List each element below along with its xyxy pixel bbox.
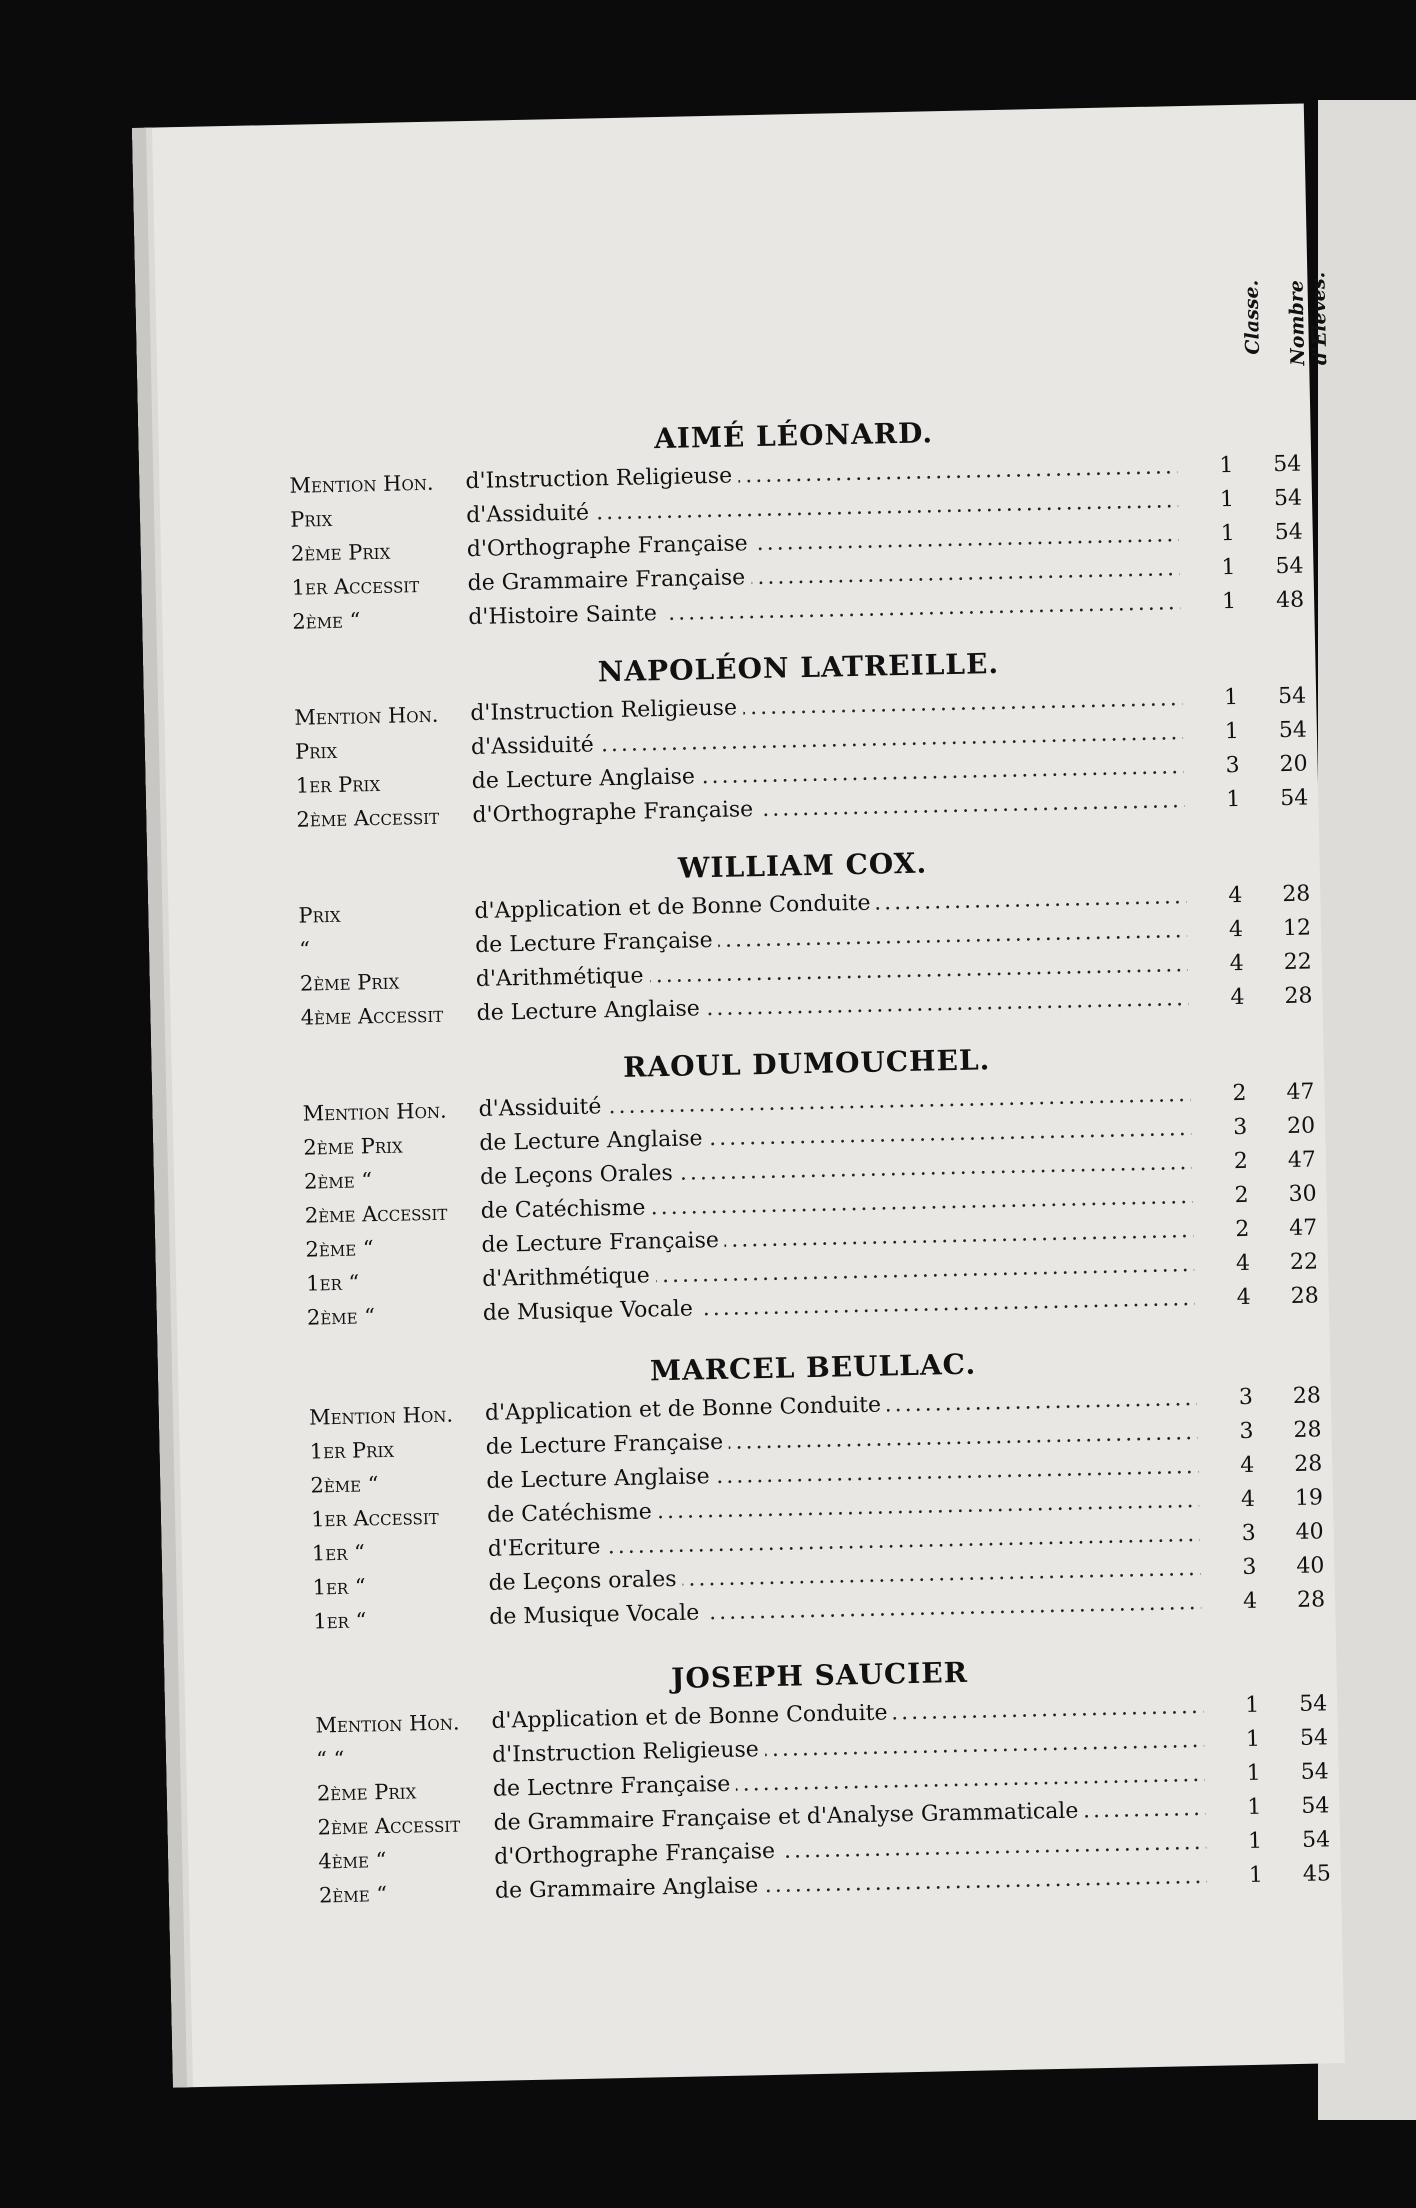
nombre-value: 54 (1273, 485, 1303, 512)
award-subject-text: de Catéchisme (487, 1499, 658, 1528)
classe-value: 4 (1229, 950, 1245, 977)
award-type: Prix (298, 902, 341, 928)
award-subject-text: de Leçons Orales (480, 1161, 679, 1190)
nombre-value: 28 (1293, 1417, 1322, 1443)
header-nombre-line2: d'Elèves. (1307, 271, 1332, 366)
classe-value: 1 (1221, 554, 1236, 581)
award-subject-text: de Musique Vocale (483, 1296, 699, 1326)
award-type: 2ème Accessit (317, 1812, 461, 1840)
classe-value: 4 (1236, 1284, 1251, 1311)
classe-value: 1 (1220, 520, 1235, 547)
nombre-value: 30 (1288, 1181, 1317, 1208)
nombre-value: 48 (1275, 587, 1305, 614)
header-classe: Classe. (1240, 279, 1264, 355)
document-page (132, 103, 1345, 2087)
nombre-value: 54 (1299, 1725, 1329, 1751)
classe-value: 4 (1242, 1588, 1258, 1615)
award-type: “ (298, 937, 311, 962)
student-section (314, 1643, 1332, 1912)
classe-value: 1 (1221, 588, 1237, 615)
nombre-value: 12 (1282, 915, 1312, 942)
award-subject-text: d'Orthographe Française (494, 1839, 781, 1870)
classe-value: 2 (1234, 1182, 1249, 1209)
classe-value: 1 (1219, 453, 1234, 479)
award-type: 1er “ (313, 1608, 367, 1634)
nombre-value: 20 (1286, 1113, 1316, 1140)
nombre-value: 54 (1301, 1827, 1331, 1853)
award-type: 2ème Prix (316, 1779, 417, 1806)
award-subject-text: d'Application et de Bonne Conduite (491, 1700, 894, 1733)
classe-value: 4 (1228, 882, 1243, 909)
award-type: 1er Accessit (291, 573, 420, 600)
nombre-value: 47 (1287, 1147, 1317, 1174)
nombre-value: 45 (1302, 1861, 1332, 1887)
classe-value: 1 (1223, 684, 1239, 711)
award-type: 2ème Prix (303, 1133, 403, 1160)
nombre-value: 28 (1293, 1451, 1323, 1477)
classe-value: 1 (1247, 1794, 1262, 1821)
classe-value: 4 (1230, 984, 1245, 1011)
award-subject-text: de Lecture Anglaise (471, 764, 701, 794)
award-type: Mention Hon. (315, 1710, 460, 1738)
nombre-value: 20 (1279, 751, 1308, 778)
student-name: JOSEPH SAUCIER (670, 1655, 969, 1696)
student-section (308, 1335, 1324, 1638)
classe-value: 2 (1232, 1080, 1247, 1107)
nombre-value: 28 (1290, 1283, 1319, 1309)
award-type: Mention Hon. (302, 1098, 447, 1126)
award-type: 4ème Accessit (300, 1002, 444, 1030)
classe-value: 1 (1247, 1828, 1263, 1854)
nombre-value: 22 (1283, 949, 1312, 976)
nombre-value: 54 (1277, 683, 1307, 710)
student-name: AIMÉ LÉONARD. (653, 416, 934, 456)
classe-value: 4 (1235, 1250, 1251, 1277)
award-type: Mention Hon. (308, 1402, 454, 1430)
award-subject-text: d'Assiduité (471, 732, 600, 760)
award-subject-text: de Lecture Anglaise (486, 1464, 716, 1494)
award-type: 2ème “ (310, 1472, 379, 1498)
classe-value: 1 (1245, 1692, 1260, 1719)
classe-value: 2 (1233, 1148, 1249, 1175)
award-subject-text: d'Instruction Religieuse (470, 695, 743, 726)
student-section (297, 834, 1311, 1035)
header-nombre (1285, 272, 1331, 366)
award-subject-text: d'Ecriture (488, 1534, 607, 1561)
nombre-value: 54 (1301, 1793, 1330, 1819)
student-name: MARCEL BEULLAC. (649, 1347, 977, 1388)
award-subject-text: d'Orthographe Française (467, 531, 754, 562)
award-subject-text: de Lecture Française (475, 928, 719, 958)
nombre-value: 19 (1294, 1485, 1324, 1511)
award-subject-text: d'Arithmétique (476, 963, 650, 992)
nombre-value: 54 (1274, 519, 1303, 546)
award-subject-text: d'Instruction Religieuse (492, 1737, 765, 1768)
classe-value: 1 (1245, 1726, 1261, 1753)
classe-value: 3 (1232, 1114, 1248, 1141)
award-subject-text: de Grammaire Française (467, 565, 751, 596)
award-type: Mention Hon. (289, 470, 434, 498)
award-type: 1er Prix (295, 771, 381, 798)
classe-value: 4 (1239, 1452, 1255, 1479)
award-subject-text: de Lecture Anglaise (479, 1126, 709, 1156)
award-type: 2ème Prix (299, 969, 400, 996)
nombre-value: 28 (1284, 983, 1313, 1010)
classe-value: 1 (1246, 1760, 1261, 1787)
classe-value: 4 (1228, 916, 1244, 943)
nombre-value: 54 (1280, 785, 1309, 812)
award-type: 1er Prix (309, 1437, 395, 1464)
header-nombre-line1: Nombre (1285, 279, 1310, 366)
award-type: 2ème Prix (290, 539, 391, 566)
award-subject-text: de Lecture Française (481, 1228, 725, 1258)
nombre-value: 54 (1273, 451, 1302, 478)
award-type: 1er “ (305, 1270, 360, 1296)
award-subject-text: d'Assiduité (478, 1094, 607, 1122)
award-type: 2ème “ (305, 1236, 374, 1262)
awards-list (288, 404, 1332, 1913)
student-section (288, 404, 1305, 639)
award-subject-text: d'Application et de Bonne Conduite (485, 1392, 888, 1425)
nombre-value: 54 (1300, 1759, 1329, 1785)
award-type: Prix (294, 738, 338, 764)
classe-value: 4 (1240, 1486, 1256, 1513)
award-subject-text: de Lecture Française (485, 1430, 729, 1460)
award-type: “ “ (315, 1746, 345, 1772)
nombre-value: 28 (1296, 1587, 1326, 1613)
classe-value: 1 (1219, 487, 1235, 513)
classe-value: 2 (1235, 1216, 1250, 1243)
nombre-value: 54 (1275, 553, 1304, 580)
award-type: 2ème Accessit (304, 1200, 448, 1228)
nombre-value: 28 (1292, 1383, 1322, 1409)
award-type: 1er “ (311, 1540, 366, 1566)
award-type: 2ème “ (303, 1168, 373, 1194)
award-type: 2ème Accessit (296, 804, 440, 832)
award-type: 4ème “ (318, 1848, 387, 1874)
student-name: RAOUL DUMOUCHEL. (622, 1043, 991, 1084)
nombre-value: 47 (1286, 1079, 1315, 1106)
award-type: 1er Accessit (310, 1504, 439, 1532)
award-subject-text: d'Arithmétique (482, 1263, 656, 1292)
award-subject-text: de Leçons orales (488, 1567, 682, 1596)
student-section (301, 1032, 1317, 1335)
award-type: Mention Hon. (294, 702, 439, 730)
classe-value: 3 (1239, 1418, 1254, 1445)
nombre-value: 54 (1299, 1691, 1328, 1717)
nombre-value: 40 (1295, 1519, 1324, 1545)
classe-value: 3 (1238, 1384, 1254, 1411)
award-subject-text: d'Application et de Bonne Conduite (474, 891, 877, 924)
award-subject-text: de Lectnre Française (493, 1772, 737, 1802)
classe-value: 1 (1224, 718, 1240, 745)
award-type: 1er “ (312, 1574, 366, 1600)
classe-value: 3 (1241, 1520, 1256, 1547)
student-name: WILLIAM COX. (677, 846, 928, 885)
award-type: Prix (289, 506, 333, 532)
award-subject-text: de Grammaire Anglaise (495, 1873, 765, 1904)
nombre-value: 54 (1278, 717, 1308, 744)
nombre-value: 47 (1289, 1215, 1318, 1242)
award-subject-text: d'Orthographe Française (472, 797, 759, 828)
award-type: 2ème “ (306, 1304, 376, 1330)
nombre-value: 28 (1282, 881, 1311, 908)
classe-value: 1 (1248, 1862, 1264, 1888)
nombre-value: 40 (1296, 1553, 1325, 1579)
award-subject-text: de Musique Vocale (489, 1600, 705, 1630)
student-name: NAPOLÉON LATREILLE. (597, 646, 1000, 689)
classe-value: 3 (1242, 1554, 1257, 1581)
classe-value: 1 (1226, 786, 1241, 813)
nombre-value: 22 (1289, 1249, 1319, 1275)
award-subject-text: d'Assiduité (466, 500, 595, 528)
award-type: 2ème “ (292, 608, 361, 634)
award-subject-text: d'Instruction Religieuse (465, 463, 738, 494)
award-subject-text: de Catéchisme (481, 1195, 652, 1224)
classe-value: 3 (1225, 752, 1240, 779)
award-type: 2ème “ (318, 1882, 388, 1908)
student-section (293, 636, 1307, 837)
award-subject-text: de Grammaire Française et d'Analyse Grammaticale (493, 1798, 1084, 1835)
award-subject-text: d'Histoire Sainte (468, 601, 663, 630)
award-subject-text: de Lecture Anglaise (476, 996, 706, 1026)
